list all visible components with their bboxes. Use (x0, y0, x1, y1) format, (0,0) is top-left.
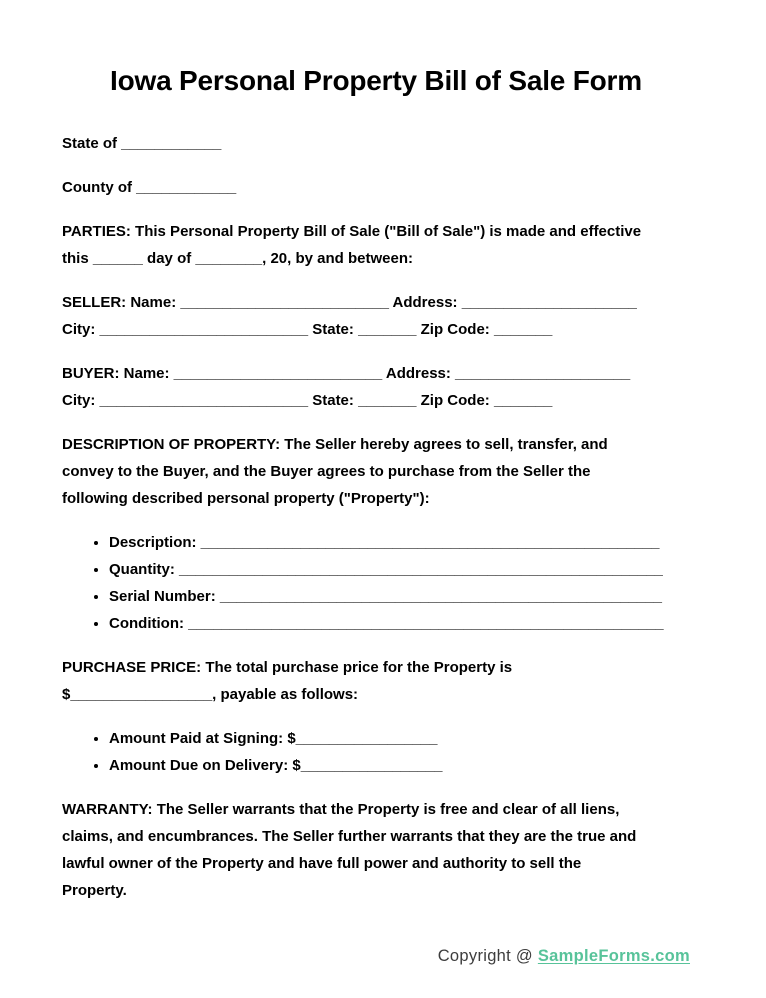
purchase-price-line-2: $_________________, payable as follows: (62, 686, 359, 703)
county-of-blank: County of ____________ (62, 179, 237, 196)
warranty-paragraph (62, 796, 690, 904)
warranty-line-2: claims, and encumbrances. The Seller further warrants that they are the true and (62, 828, 637, 845)
warranty-line-3: lawful owner of the Property and have full power and authority to sell the (62, 855, 582, 872)
document-title: Iowa Personal Property Bill of Sale Form (110, 65, 642, 96)
description-paragraph (62, 431, 690, 512)
purchase-price-paragraph (62, 654, 690, 708)
parties-paragraph (62, 218, 690, 272)
copyright-text: Copyright @ (437, 947, 538, 965)
description-line-2: convey to the Buyer, and the Buyer agrees to purchase from the Seller the (62, 463, 591, 480)
warranty-line-4: Property. (62, 882, 127, 899)
warranty-line-1: WARRANTY: The Seller warrants that the Property is free and clear of all liens, (62, 801, 620, 818)
parties-line-2: this ______ day of ________, 20, by and between: (62, 250, 414, 267)
amount-paid-at-signing-item: • Amount Paid at Signing: $_________________ (109, 725, 690, 752)
county-of-line (62, 174, 690, 201)
buyer-city-state-zip-line: City: _________________________ State: _______ Zip Code: _______ (62, 392, 553, 409)
seller-name-address-line: SELLER: Name: _________________________ Address: _____________________ (62, 294, 637, 311)
state-of-blank: State of ____________ (62, 135, 222, 152)
property-detail-list (62, 529, 690, 637)
serial-number-blank-item: • Serial Number: _____________________________________________________ (109, 583, 690, 610)
state-of-line (62, 130, 690, 157)
amount-due-on-delivery-item: • Amount Due on Delivery: $_________________ (109, 752, 690, 779)
buyer-block (62, 360, 690, 414)
seller-city-state-zip-line: City: _________________________ State: _______ Zip Code: _______ (62, 321, 553, 338)
purchase-price-line-1: PURCHASE PRICE: The total purchase price for the Property is (62, 659, 513, 676)
buyer-name-address-line: BUYER: Name: _________________________ Address: _____________________ (62, 365, 631, 382)
seller-block (62, 289, 690, 343)
parties-line-1: PARTIES: This Personal Property Bill of Sale ("Bill of Sale") is made and effective (62, 223, 642, 240)
condition-blank-item: • Condition: _________________________________________________________ (109, 610, 690, 637)
description-line-3: following described personal property ("Property"): (62, 490, 430, 507)
payment-detail-list (62, 725, 690, 779)
description-blank-item: • Description: _______________________________________________________ (109, 529, 690, 556)
sampleforms-link[interactable]: SampleForms.com (537, 947, 690, 965)
quantity-blank-item: • Quantity: __________________________________________________________ (109, 556, 690, 583)
footer (62, 942, 690, 970)
description-line-1: DESCRIPTION OF PROPERTY: The Seller hereby agrees to sell, transfer, and (62, 436, 608, 453)
